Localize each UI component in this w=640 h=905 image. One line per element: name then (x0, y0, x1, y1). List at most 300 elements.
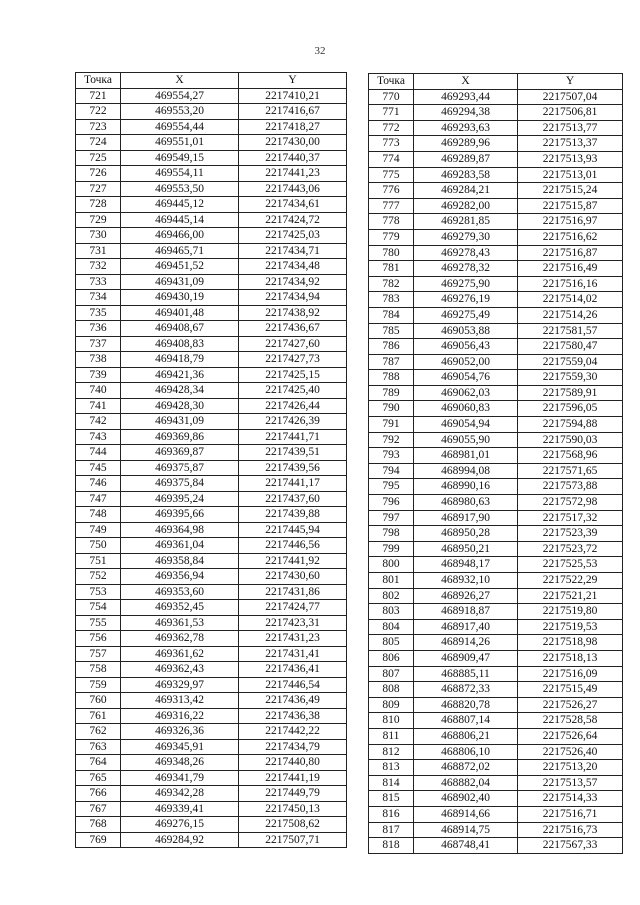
cell-point: 738 (76, 352, 121, 368)
cell-y: 2217516,16 (518, 276, 623, 292)
table-row (369, 635, 623, 651)
cell-y: 2217523,39 (518, 526, 623, 542)
cell-point: 731 (76, 243, 121, 259)
table-row (76, 677, 347, 693)
table-row (76, 243, 347, 259)
cell-x: 468950,21 (414, 541, 518, 557)
cell-y: 2217446,56 (239, 538, 347, 554)
cell-y: 2217515,87 (518, 198, 623, 214)
cell-x: 468882,04 (414, 775, 518, 791)
cell-y: 2217443,06 (239, 181, 347, 197)
cell-x: 469284,21 (414, 183, 518, 199)
cell-point: 800 (369, 557, 414, 573)
cell-y: 2217514,33 (518, 791, 623, 807)
cell-point: 729 (76, 212, 121, 228)
cell-point: 748 (76, 507, 121, 523)
table-row (76, 662, 347, 678)
cell-y: 2217425,40 (239, 383, 347, 399)
table-row (369, 354, 623, 370)
cell-point: 747 (76, 491, 121, 507)
cell-x: 468932,10 (414, 573, 518, 589)
cell-point: 780 (369, 245, 414, 261)
cell-x: 469554,44 (121, 119, 239, 135)
cell-y: 2217437,60 (239, 491, 347, 507)
cell-y: 2217424,72 (239, 212, 347, 228)
cell-x: 468981,01 (414, 448, 518, 464)
cell-y: 2217559,30 (518, 370, 623, 386)
cell-x: 469341,79 (121, 770, 239, 786)
cell-point: 756 (76, 631, 121, 647)
cell-point: 751 (76, 553, 121, 569)
table-row (76, 615, 347, 631)
cell-y: 2217526,64 (518, 728, 623, 744)
cell-point: 794 (369, 463, 414, 479)
cell-point: 793 (369, 448, 414, 464)
cell-x: 468980,63 (414, 495, 518, 511)
table-row (76, 522, 347, 538)
cell-x: 469342,28 (121, 786, 239, 802)
cell-point: 725 (76, 150, 121, 166)
table-row (76, 724, 347, 740)
cell-x: 468914,75 (414, 822, 518, 838)
cell-y: 2217508,62 (239, 817, 347, 833)
table-row (76, 197, 347, 213)
page-number: 32 (314, 45, 326, 57)
cell-y: 2217434,94 (239, 290, 347, 306)
cell-point: 726 (76, 166, 121, 182)
cell-y: 2217434,71 (239, 243, 347, 259)
cell-y: 2217438,92 (239, 305, 347, 321)
cell-x: 469055,90 (414, 432, 518, 448)
table-row (76, 429, 347, 445)
cell-x: 469329,97 (121, 677, 239, 693)
cell-point: 750 (76, 538, 121, 554)
cell-x: 469281,85 (414, 214, 518, 230)
cell-x: 469408,67 (121, 321, 239, 337)
cell-x: 469445,14 (121, 212, 239, 228)
cell-x: 469275,49 (414, 307, 518, 323)
cell-x: 469056,43 (414, 339, 518, 355)
cell-x: 469364,98 (121, 522, 239, 538)
cell-y: 2217430,60 (239, 569, 347, 585)
cell-x: 468885,11 (414, 666, 518, 682)
cell-x: 469326,36 (121, 724, 239, 740)
cell-point: 769 (76, 832, 121, 848)
cell-x: 469358,84 (121, 553, 239, 569)
cell-y: 2217525,53 (518, 557, 623, 573)
cell-x: 469428,30 (121, 398, 239, 414)
cell-point: 765 (76, 770, 121, 786)
cell-x: 468748,41 (414, 838, 518, 854)
cell-x: 469279,30 (414, 229, 518, 245)
cell-x: 468918,87 (414, 604, 518, 620)
cell-y: 2217425,03 (239, 228, 347, 244)
cell-x: 469431,09 (121, 414, 239, 430)
table-row (76, 631, 347, 647)
cell-x: 469375,87 (121, 460, 239, 476)
cell-point: 776 (369, 183, 414, 199)
cell-x: 468914,26 (414, 635, 518, 651)
cell-y: 2217441,19 (239, 770, 347, 786)
table-row (76, 367, 347, 383)
cell-x: 469401,48 (121, 305, 239, 321)
cell-point: 806 (369, 650, 414, 666)
cell-y: 2217571,65 (518, 463, 623, 479)
cell-x: 469431,09 (121, 274, 239, 290)
cell-point: 784 (369, 307, 414, 323)
cell-point: 772 (369, 120, 414, 136)
table-row (369, 775, 623, 791)
cell-y: 2217431,41 (239, 646, 347, 662)
cell-point: 764 (76, 755, 121, 771)
cell-y: 2217445,94 (239, 522, 347, 538)
cell-point: 727 (76, 181, 121, 197)
table-row (369, 89, 623, 105)
table-row (369, 183, 623, 199)
table-row (369, 401, 623, 417)
cell-y: 2217513,93 (518, 151, 623, 167)
cell-point: 759 (76, 677, 121, 693)
cell-point: 796 (369, 495, 414, 511)
cell-y: 2217416,67 (239, 104, 347, 120)
cell-x: 469465,71 (121, 243, 239, 259)
cell-point: 758 (76, 662, 121, 678)
cell-y: 2217426,39 (239, 414, 347, 430)
cell-y: 2217430,00 (239, 135, 347, 151)
cell-point: 766 (76, 786, 121, 802)
table-row (369, 557, 623, 573)
cell-y: 2217418,27 (239, 119, 347, 135)
table-row (369, 245, 623, 261)
cell-y: 2217450,13 (239, 801, 347, 817)
cell-point: 745 (76, 460, 121, 476)
cell-point: 813 (369, 760, 414, 776)
table-row (369, 666, 623, 682)
table-row (369, 619, 623, 635)
cell-y: 2217594,88 (518, 417, 623, 433)
cell-y: 2217516,62 (518, 229, 623, 245)
cell-point: 786 (369, 339, 414, 355)
cell-y: 2217507,71 (239, 832, 347, 848)
cell-point: 734 (76, 290, 121, 306)
header-x: X (121, 73, 239, 89)
cell-x: 468806,21 (414, 728, 518, 744)
table-row (369, 463, 623, 479)
cell-point: 809 (369, 697, 414, 713)
cell-point: 767 (76, 801, 121, 817)
table-row (76, 212, 347, 228)
cell-point: 779 (369, 229, 414, 245)
cell-y: 2217516,73 (518, 822, 623, 838)
cell-y: 2217516,09 (518, 666, 623, 682)
table-row (369, 229, 623, 245)
table-row (76, 336, 347, 352)
cell-x: 468872,33 (414, 682, 518, 698)
cell-point: 732 (76, 259, 121, 275)
cell-point: 722 (76, 104, 121, 120)
cell-point: 763 (76, 739, 121, 755)
cell-point: 746 (76, 476, 121, 492)
cell-x: 469062,03 (414, 385, 518, 401)
cell-y: 2217425,15 (239, 367, 347, 383)
header-y: Y (518, 74, 623, 90)
cell-y: 2217516,97 (518, 214, 623, 230)
cell-x: 469313,42 (121, 693, 239, 709)
cell-point: 752 (76, 569, 121, 585)
cell-point: 723 (76, 119, 121, 135)
cell-point: 733 (76, 274, 121, 290)
cell-y: 2217513,77 (518, 120, 623, 136)
cell-x: 469362,43 (121, 662, 239, 678)
cell-point: 736 (76, 321, 121, 337)
table-row (76, 181, 347, 197)
cell-x: 469054,94 (414, 417, 518, 433)
cell-x: 469361,04 (121, 538, 239, 554)
cell-point: 791 (369, 417, 414, 433)
cell-y: 2217519,80 (518, 604, 623, 620)
header-point: Точка (369, 74, 414, 90)
table-row (76, 538, 347, 554)
cell-point: 768 (76, 817, 121, 833)
cell-point: 810 (369, 713, 414, 729)
cell-y: 2217436,49 (239, 693, 347, 709)
table-row (76, 398, 347, 414)
table-row (76, 801, 347, 817)
cell-y: 2217559,04 (518, 354, 623, 370)
table-row (369, 791, 623, 807)
table-row (369, 588, 623, 604)
table-row (76, 352, 347, 368)
cell-y: 2217573,88 (518, 479, 623, 495)
cell-point: 774 (369, 151, 414, 167)
table-row (76, 646, 347, 662)
cell-y: 2217442,22 (239, 724, 347, 740)
cell-y: 2217513,37 (518, 136, 623, 152)
cell-x: 469052,00 (414, 354, 518, 370)
cell-y: 2217513,57 (518, 775, 623, 791)
cell-y: 2217436,67 (239, 321, 347, 337)
cell-point: 816 (369, 806, 414, 822)
table-row (76, 119, 347, 135)
cell-x: 469293,63 (414, 120, 518, 136)
table-row (369, 713, 623, 729)
cell-point: 785 (369, 323, 414, 339)
cell-point: 724 (76, 135, 121, 151)
cell-x: 469339,41 (121, 801, 239, 817)
table-row (369, 276, 623, 292)
cell-x: 469276,19 (414, 292, 518, 308)
table-row (369, 323, 623, 339)
cell-point: 754 (76, 600, 121, 616)
cell-x: 469466,00 (121, 228, 239, 244)
cell-y: 2217516,71 (518, 806, 623, 822)
table-header-row (369, 74, 623, 90)
cell-x: 469554,27 (121, 88, 239, 104)
table-row (369, 385, 623, 401)
cell-y: 2217431,86 (239, 584, 347, 600)
table-row (76, 414, 347, 430)
cell-point: 771 (369, 105, 414, 121)
table-row (369, 728, 623, 744)
cell-point: 777 (369, 198, 414, 214)
cell-point: 739 (76, 367, 121, 383)
coordinates-table-right (368, 73, 623, 854)
cell-y: 2217427,73 (239, 352, 347, 368)
cell-point: 730 (76, 228, 121, 244)
cell-x: 469060,83 (414, 401, 518, 417)
cell-point: 773 (369, 136, 414, 152)
cell-x: 468994,08 (414, 463, 518, 479)
cell-point: 814 (369, 775, 414, 791)
cell-x: 469293,44 (414, 89, 518, 105)
cell-y: 2217506,81 (518, 105, 623, 121)
cell-x: 468806,10 (414, 744, 518, 760)
cell-y: 2217431,23 (239, 631, 347, 647)
cell-y: 2217441,71 (239, 429, 347, 445)
cell-y: 2217424,77 (239, 600, 347, 616)
cell-x: 469361,62 (121, 646, 239, 662)
cell-x: 469445,12 (121, 197, 239, 213)
table-row (369, 261, 623, 277)
table-row (76, 817, 347, 833)
cell-x: 469276,15 (121, 817, 239, 833)
cell-x: 468917,90 (414, 510, 518, 526)
cell-y: 2217426,44 (239, 398, 347, 414)
cell-point: 761 (76, 708, 121, 724)
table-body-right (369, 89, 623, 853)
cell-x: 469395,66 (121, 507, 239, 523)
table-row (369, 697, 623, 713)
table-row (369, 760, 623, 776)
cell-point: 757 (76, 646, 121, 662)
cell-y: 2217434,79 (239, 739, 347, 755)
cell-y: 2217439,88 (239, 507, 347, 523)
header-point: Точка (76, 73, 121, 89)
cell-y: 2217523,72 (518, 541, 623, 557)
table-row (76, 553, 347, 569)
table-row (369, 136, 623, 152)
cell-x: 469289,96 (414, 136, 518, 152)
cell-y: 2217440,37 (239, 150, 347, 166)
cell-x: 469278,32 (414, 261, 518, 277)
cell-y: 2217522,29 (518, 573, 623, 589)
cell-y: 2217596,05 (518, 401, 623, 417)
cell-x: 469395,24 (121, 491, 239, 507)
table-row (369, 541, 623, 557)
cell-y: 2217580,47 (518, 339, 623, 355)
table-row (369, 432, 623, 448)
table-header-row (76, 73, 347, 89)
cell-x: 469408,83 (121, 336, 239, 352)
table-row (76, 491, 347, 507)
cell-y: 2217526,40 (518, 744, 623, 760)
table-row (369, 838, 623, 854)
cell-point: 808 (369, 682, 414, 698)
table-row (76, 135, 347, 151)
cell-y: 2217590,03 (518, 432, 623, 448)
cell-y: 2217434,48 (239, 259, 347, 275)
cell-point: 792 (369, 432, 414, 448)
cell-x: 469553,50 (121, 181, 239, 197)
table-row (76, 305, 347, 321)
cell-y: 2217519,53 (518, 619, 623, 635)
table-row (369, 682, 623, 698)
cell-y: 2217518,13 (518, 650, 623, 666)
table-row (76, 104, 347, 120)
table-row (76, 786, 347, 802)
table-row (369, 417, 623, 433)
cell-x: 469375,84 (121, 476, 239, 492)
cell-point: 788 (369, 370, 414, 386)
cell-y: 2217434,92 (239, 274, 347, 290)
cell-y: 2217439,51 (239, 445, 347, 461)
table-row (76, 290, 347, 306)
cell-x: 469369,87 (121, 445, 239, 461)
table-row (76, 476, 347, 492)
table-row (369, 198, 623, 214)
table-row (76, 507, 347, 523)
cell-x: 469362,78 (121, 631, 239, 647)
cell-y: 2217423,31 (239, 615, 347, 631)
cell-point: 778 (369, 214, 414, 230)
cell-point: 770 (369, 89, 414, 105)
cell-x: 469421,36 (121, 367, 239, 383)
table-row (369, 292, 623, 308)
cell-x: 469053,88 (414, 323, 518, 339)
cell-y: 2217515,49 (518, 682, 623, 698)
table-row (369, 573, 623, 589)
cell-point: 802 (369, 588, 414, 604)
cell-y: 2217436,41 (239, 662, 347, 678)
cell-y: 2217572,98 (518, 495, 623, 511)
cell-point: 790 (369, 401, 414, 417)
cell-x: 468948,17 (414, 557, 518, 573)
cell-point: 787 (369, 354, 414, 370)
cell-y: 2217567,33 (518, 838, 623, 854)
cell-y: 2217410,21 (239, 88, 347, 104)
cell-x: 469289,87 (414, 151, 518, 167)
table-row (76, 600, 347, 616)
cell-y: 2217439,56 (239, 460, 347, 476)
cell-y: 2217526,27 (518, 697, 623, 713)
cell-y: 2217446,54 (239, 677, 347, 693)
table-row (76, 569, 347, 585)
cell-point: 721 (76, 88, 121, 104)
table-row (76, 88, 347, 104)
cell-x: 469282,00 (414, 198, 518, 214)
table-row (76, 383, 347, 399)
coordinates-table-left (75, 72, 347, 848)
table-row (76, 693, 347, 709)
cell-x: 469430,19 (121, 290, 239, 306)
cell-x: 469361,53 (121, 615, 239, 631)
cell-x: 469283,58 (414, 167, 518, 183)
cell-y: 2217513,01 (518, 167, 623, 183)
cell-x: 469451,52 (121, 259, 239, 275)
table-row (76, 755, 347, 771)
cell-x: 469275,90 (414, 276, 518, 292)
cell-point: 797 (369, 510, 414, 526)
cell-x: 469278,43 (414, 245, 518, 261)
cell-x: 468926,27 (414, 588, 518, 604)
table-row (76, 739, 347, 755)
table-row (369, 370, 623, 386)
cell-point: 803 (369, 604, 414, 620)
cell-point: 753 (76, 584, 121, 600)
cell-x: 469054,76 (414, 370, 518, 386)
cell-x: 469356,94 (121, 569, 239, 585)
cell-point: 804 (369, 619, 414, 635)
